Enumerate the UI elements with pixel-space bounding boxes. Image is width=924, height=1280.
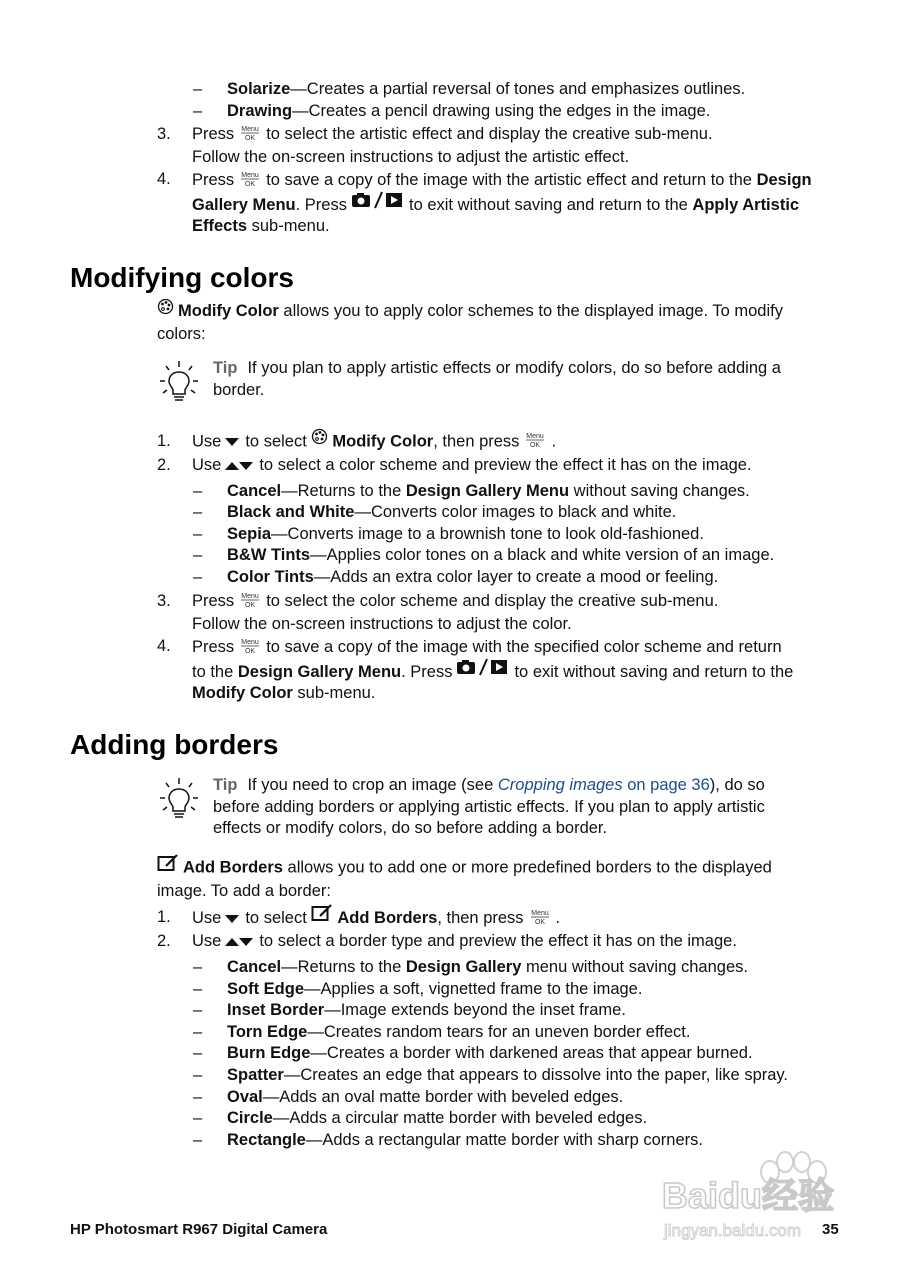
step-text: to exit without saving and return to the [514, 662, 794, 681]
modify-color-intro [157, 300, 847, 345]
tip-text: before adding borders or applying artistic effects. If you plan to apply artistic [213, 797, 765, 816]
item-name: Burn Edge [227, 1044, 311, 1062]
step-number: 3. [157, 125, 171, 143]
step-text: to select [245, 908, 307, 927]
section-title-adding-borders: Adding borders [70, 729, 279, 760]
feature-name: Modify Color [178, 302, 279, 320]
add-borders-intro [157, 856, 847, 902]
palette-icon [157, 298, 174, 321]
step-number: 4. [157, 637, 171, 655]
step-text: to save a copy of the image with the specified color scheme and return [266, 638, 782, 656]
step-text: Use [192, 932, 222, 950]
step-text: Use [192, 908, 222, 927]
step-text: to exit without saving and return to the [408, 195, 688, 214]
item-bold: Design Gallery [405, 958, 522, 976]
list-dash: – [193, 102, 203, 120]
item-name: Circle [227, 1109, 273, 1127]
step-text: , then press [437, 908, 524, 927]
step-bold: Gallery Menu [192, 195, 296, 214]
step-text: to the [192, 662, 234, 681]
item-name: Oval [227, 1088, 263, 1106]
item-name: B&W Tints [227, 546, 311, 564]
section-title-modifying-colors: Modifying colors [70, 262, 294, 293]
item-name: Torn Edge [227, 1023, 308, 1041]
step-number: 4. [157, 170, 171, 188]
list-dash: – [193, 1023, 203, 1041]
list-dash: – [193, 525, 203, 543]
item-text: —Creates a pencil drawing using the edges in the image. [292, 102, 711, 120]
item-text: —Creates random tears for an uneven border effect. [307, 1023, 691, 1041]
list-dash: – [193, 1001, 203, 1019]
menu-ok-icon-bottom: OK [245, 601, 256, 609]
feature-name: Add Borders [183, 858, 283, 877]
artistic-step-3 [192, 123, 713, 146]
link-text[interactable]: on page 36 [627, 776, 710, 794]
step-text: sub-menu. [297, 684, 376, 702]
lightbulb-tip-icon [157, 776, 201, 829]
step-bold: Modify Color [192, 684, 293, 702]
step-text: to save a copy of the image with the artistic effect and return to the [266, 171, 752, 189]
step-text: . [551, 432, 557, 451]
step-bold: Apply Artistic [692, 195, 800, 214]
list-dash: – [193, 568, 203, 586]
menu-ok-icon-bottom: OK [245, 180, 256, 188]
artistic-step-4-line1 [192, 169, 812, 192]
item-text: —Creates a partial reversal of tones and emphasizes outlines. [290, 80, 746, 98]
item-text: —Adds an extra color layer to create a mood or feeling. [313, 568, 719, 586]
item-text: —Applies color tones on a black and white version of an image. [310, 546, 775, 564]
tip-text: effects or modify colors, do so before adding a border. [213, 819, 608, 837]
item-name: Cancel [227, 958, 282, 976]
menu-ok-icon [238, 124, 262, 142]
step-number: 3. [157, 592, 171, 610]
step-text: sub-menu. [251, 217, 330, 235]
item-name: Cancel [227, 482, 282, 500]
up-arrow-icon [225, 938, 239, 946]
tip-text: border. [213, 380, 265, 399]
step-text: . [555, 908, 561, 927]
item-text: —Adds an oval matte border with beveled edges. [262, 1088, 624, 1106]
border-frame-icon [311, 904, 333, 929]
camera-playback-icon [351, 191, 405, 216]
menu-ok-icon-bottom: OK [530, 442, 541, 449]
colors-step-4-line1 [192, 636, 782, 659]
item-bold: Design Gallery Menu [405, 482, 570, 500]
intro-text: allows you to apply color schemes to the displayed image. To modify [283, 302, 783, 320]
step-text: Use [192, 432, 222, 451]
step-text: Press [192, 638, 235, 656]
menu-ok-icon-top: Menu [530, 909, 549, 917]
item-name: Black and White [227, 503, 355, 521]
item-text: —Converts color images to black and white. [354, 503, 677, 521]
step-number: 1. [157, 432, 171, 450]
step-text: to select a border type and preview the effect it has on the image. [259, 932, 737, 950]
item-text: —Adds a rectangular matte border with sharp corners. [305, 1131, 703, 1149]
menu-ok-icon [528, 908, 552, 926]
item-name: Rectangle [227, 1131, 306, 1149]
tip-label: Tip [213, 359, 238, 377]
palette-icon [311, 428, 328, 452]
list-dash: – [193, 482, 203, 500]
list-dash: – [193, 958, 203, 976]
list-dash: – [193, 503, 203, 521]
item-text: —Creates a border with darkened areas that appear burned. [310, 1044, 753, 1062]
menu-ok-icon-bottom: OK [245, 647, 256, 655]
list-dash: – [193, 1109, 203, 1127]
cropping-images-link[interactable] [498, 776, 623, 794]
list-dash: – [193, 1131, 203, 1149]
down-arrow-icon [225, 438, 239, 446]
lightbulb-tip-icon [157, 359, 201, 412]
footer-product-name: HP Photosmart R967 Digital Camera [70, 1221, 328, 1238]
footer-page-number: 35 [822, 1221, 839, 1238]
item-name: Spatter [227, 1066, 284, 1084]
colors-step-3 [192, 590, 718, 613]
step-text: . Press [401, 662, 453, 681]
step-text: Press [192, 592, 235, 610]
step-number: 2. [157, 932, 171, 950]
step-text: Use [192, 456, 222, 474]
step-bold: Modify Color [332, 432, 434, 451]
step-text: to select the artistic effect and display the creative sub-menu. [266, 125, 713, 143]
item-name: Sepia [227, 525, 272, 543]
colors-step-1 [192, 430, 556, 454]
step-text: to select [245, 432, 307, 451]
item-text: menu without saving changes. [526, 958, 748, 976]
colors-step-4-line3 [192, 682, 375, 705]
down-arrow-icon [239, 462, 253, 470]
step-text: Press [192, 171, 235, 189]
colors-step-2 [192, 454, 752, 477]
artistic-step-3-note: Follow the on-screen instructions to adjust the artistic effect. [192, 148, 630, 166]
menu-ok-icon-top: Menu [241, 638, 259, 646]
item-text: without saving changes. [573, 482, 750, 500]
down-arrow-icon [239, 938, 253, 946]
item-text: —Converts image to a brownish tone to look old-fashioned. [271, 525, 704, 543]
watermark-brand: Baidu经验 [662, 1175, 835, 1216]
tip-text: If you need to crop an image (see [247, 776, 494, 794]
step-text: . Press [295, 195, 347, 214]
item-name: Soft Edge [227, 980, 304, 998]
menu-ok-icon-top: Menu [241, 592, 259, 600]
intro-text: colors: [157, 325, 206, 344]
item-name: Solarize [227, 80, 291, 98]
intro-text: allows you to add one or more predefined borders to the displayed [287, 858, 772, 877]
menu-ok-icon-bottom: OK [245, 134, 256, 142]
menu-ok-icon-top: Menu [241, 171, 259, 179]
tip-adding-borders [213, 775, 843, 840]
borders-step-2 [192, 930, 737, 953]
list-dash: – [193, 1066, 203, 1084]
menu-ok-icon [238, 591, 262, 609]
item-name: Color Tints [227, 568, 314, 586]
menu-ok-icon [523, 431, 547, 449]
item-text: —Applies a soft, vignetted frame to the image. [304, 980, 643, 998]
down-arrow-icon [225, 915, 239, 923]
step-bold: Effects [192, 217, 248, 235]
step-bold: Design Gallery Menu [237, 662, 402, 681]
item-text: —Image extends beyond the inset frame. [324, 1001, 626, 1019]
menu-ok-icon [238, 170, 262, 188]
menu-ok-icon-bottom: OK [534, 918, 545, 926]
item-text: —Returns to the [281, 482, 402, 500]
page-36-link[interactable] [627, 776, 710, 794]
list-dash: – [193, 80, 203, 98]
step-text: Press [192, 125, 235, 143]
list-dash: – [193, 546, 203, 564]
up-arrow-icon [225, 462, 239, 470]
colors-step-3-note: Follow the on-screen instructions to adjust the color. [192, 615, 572, 633]
tip-modify-colors [213, 358, 843, 401]
menu-ok-icon-top: Menu [241, 125, 259, 133]
step-number: 2. [157, 456, 171, 474]
step-text: , then press [433, 432, 520, 451]
tip-text: If you plan to apply artistic effects or modify colors, do so before adding a [247, 359, 781, 377]
border-frame-icon [157, 854, 179, 878]
list-dash: – [193, 1044, 203, 1062]
item-text: —Creates an edge that appears to dissolve into the paper, like spray. [283, 1066, 789, 1084]
list-dash: – [193, 1088, 203, 1106]
step-number: 1. [157, 908, 171, 926]
intro-text: image. To add a border: [157, 882, 331, 900]
item-name: Drawing [227, 102, 293, 120]
artistic-step-4-line3 [192, 215, 330, 238]
item-text: —Returns to the [281, 958, 402, 976]
item-text: —Adds a circular matte border with beveled edges. [272, 1109, 648, 1127]
menu-ok-icon [238, 637, 262, 655]
camera-playback-icon [456, 658, 510, 683]
step-bold: Design [756, 171, 812, 189]
item-name: Inset Border [227, 1001, 325, 1019]
tip-label: Tip [213, 776, 238, 794]
link-text[interactable]: Cropping images [497, 776, 623, 794]
step-text: to select a color scheme and preview the effect it has on the image. [259, 456, 752, 474]
tip-text: ), do so [709, 776, 765, 794]
step-text: to select the color scheme and display the creative sub-menu. [266, 592, 719, 610]
list-dash: – [193, 980, 203, 998]
step-bold: Add Borders [337, 908, 438, 927]
watermark-url: jingyan.baidu.com [664, 1221, 802, 1240]
borders-step-1 [192, 906, 560, 931]
menu-ok-icon-top: Menu [526, 433, 545, 440]
